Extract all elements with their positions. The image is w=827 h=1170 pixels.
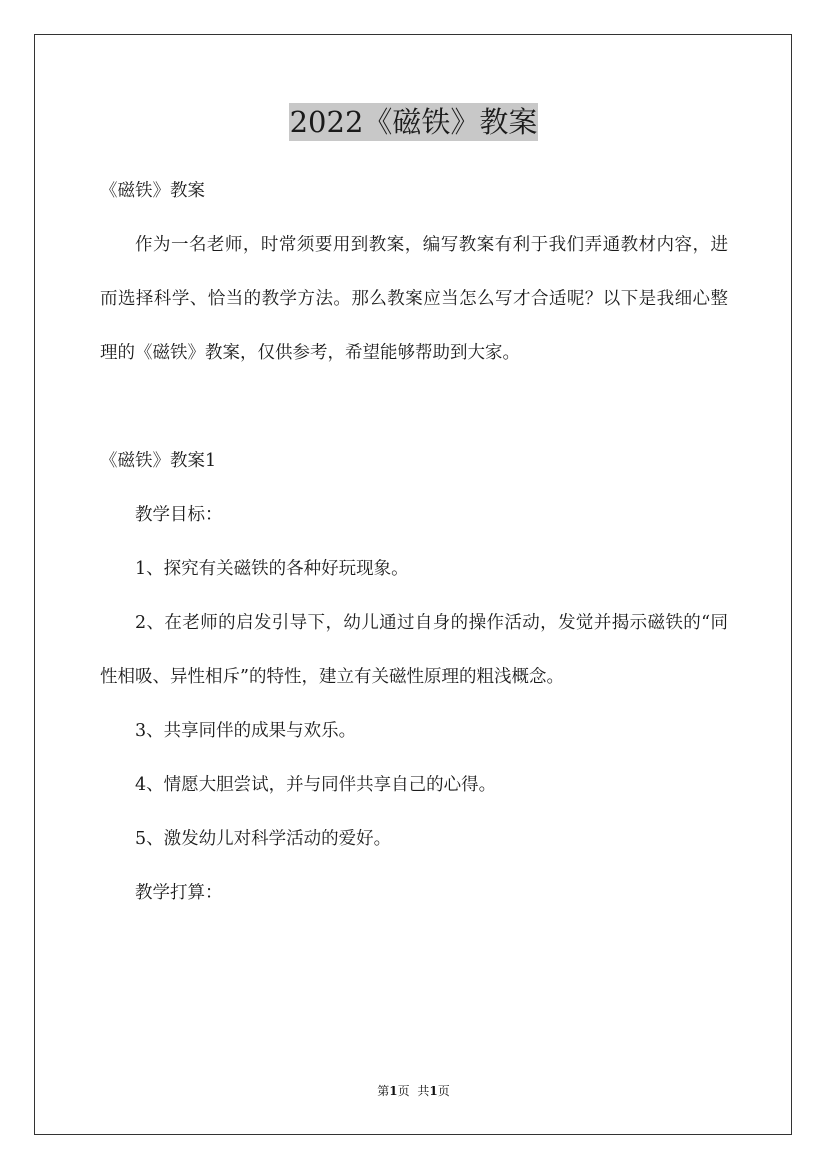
paragraph: 教学打算： bbox=[135, 883, 223, 903]
footer-page-prefix: 第 bbox=[377, 1084, 390, 1098]
paragraph: 《磁铁》教案 bbox=[100, 181, 205, 201]
paragraph: 3、共享同伴的成果与欢乐。 bbox=[135, 721, 357, 741]
paragraph: 1、探究有关磁铁的各种好玩现象。 bbox=[135, 559, 409, 579]
paragraph: 4、情愿大胆尝试，并与同伴共享自己的心得。 bbox=[135, 775, 497, 795]
footer-page-suffix: 页 bbox=[397, 1084, 410, 1098]
footer-total-pages: 1 bbox=[429, 1084, 438, 1098]
paragraph: 教学目标： bbox=[135, 505, 223, 525]
footer-page-number: 1 bbox=[389, 1084, 398, 1098]
paragraph: 《磁铁》教案1 bbox=[100, 451, 217, 471]
page-footer bbox=[0, 1082, 827, 1099]
paragraph: 作为一名老师，时常须要用到教案，编写教案有利于我们弄通教材内容，进而选择科学、恰当的教学方法。那么教案应当怎么写才合适呢？以下是我细心整理的《磁铁》教案，仅供参考，希望能够帮助到大家。 bbox=[100, 235, 728, 363]
title-area bbox=[0, 103, 827, 141]
blank-line bbox=[100, 380, 728, 434]
footer-total-prefix: 共 bbox=[417, 1084, 430, 1098]
footer-total-suffix: 页 bbox=[437, 1084, 450, 1098]
paragraph: 2、在老师的启发引导下，幼儿通过自身的操作活动，发觉并揭示磁铁的“同性相吸、异性相斥”的特性，建立有关磁性原理的粗浅概念。 bbox=[100, 613, 728, 687]
paragraph: 5、激发幼儿对科学活动的爱好。 bbox=[135, 829, 392, 849]
document-body bbox=[100, 164, 728, 920]
document-title: 2022《磁铁》教案 bbox=[289, 105, 538, 139]
